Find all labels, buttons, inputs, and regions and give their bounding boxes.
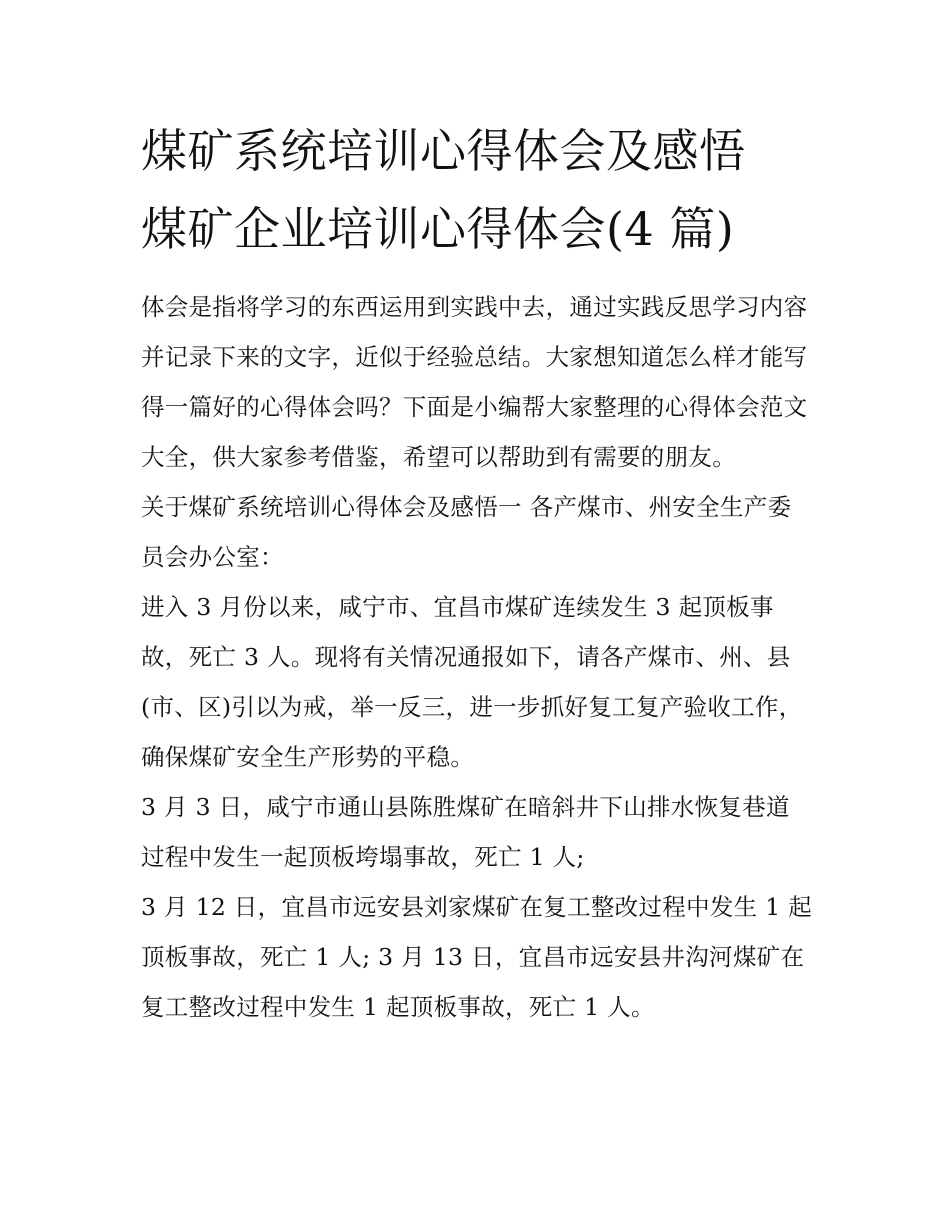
document-body	[141, 282, 813, 1032]
paragraph-notice: 进入 3 月份以来，咸宁市、宜昌市煤矿连续发生 3 起顶板事故，死亡 3 人。现将有关情况通报如下，请各产煤市、州、县(市、区)引以为戒，举一反三，进一步抓好复工复产验收工作，确保煤矿安全生产形势的平稳。	[141, 593, 803, 771]
title-line-2: 煤矿企业培训心得体会(4 篇)	[141, 202, 735, 256]
title-line-1: 煤矿系统培训心得体会及感悟	[141, 124, 746, 178]
paragraph-intro: 体会是指将学习的东西运用到实践中去，通过实践反思学习内容并记录下来的文字，近似于经验总结。大家想知道怎么样才能写得一篇好的心得体会吗？下面是小编帮大家整理的心得体会范文大全，供大家参考借鉴，希望可以帮助到有需要的朋友。	[141, 293, 808, 471]
paragraph-incident-2: 3 月 12 日，宜昌市远安县刘家煤矿在复工整改过程中发生 1 起顶板事故，死亡 1 人; 3 月 13 日，宜昌市远安县井沟河煤矿在复工整改过程中发生 1 起顶板事故，死亡 1 人。	[141, 893, 813, 1021]
page-title	[141, 112, 813, 268]
document-content	[141, 112, 813, 1032]
paragraph-incident-1: 3 月 3 日，咸宁市通山县陈胜煤矿在暗斜井下山排水恢复巷道过程中发生一起顶板垮塌事故，死亡 1 人;	[141, 793, 790, 871]
paragraph-heading: 关于煤矿系统培训心得体会及感悟一 各产煤市、州安全生产委员会办公室：	[141, 493, 792, 571]
